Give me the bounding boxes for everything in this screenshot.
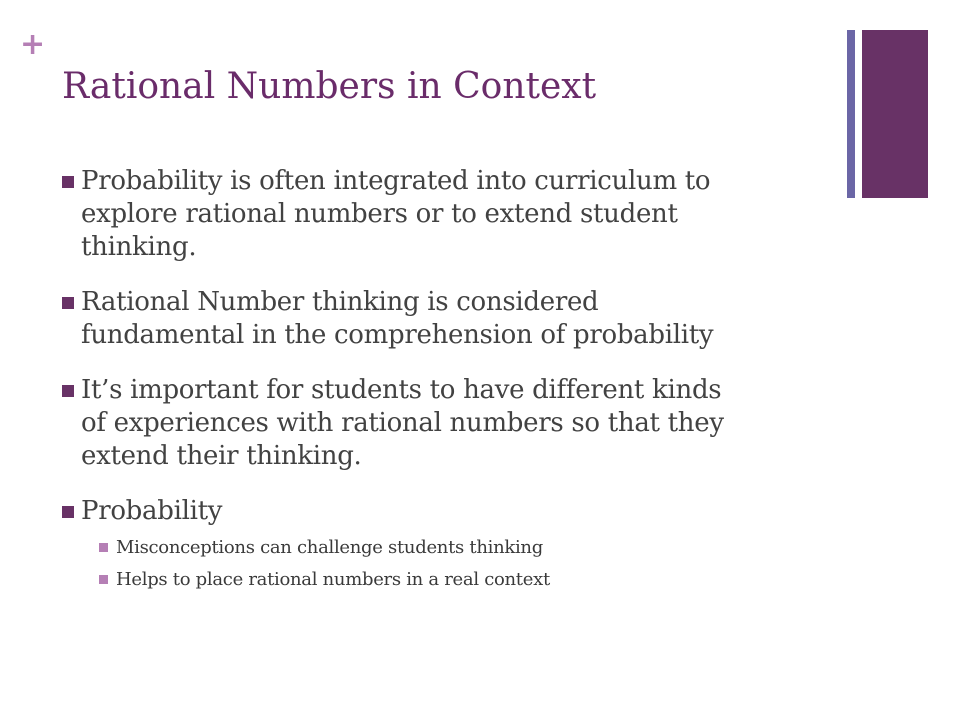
slide-title: Rational Numbers in Context	[62, 66, 597, 107]
sub-bullet-text: Helps to place rational numbers in a real context	[116, 569, 550, 590]
small-square-bullet-icon	[99, 575, 108, 584]
sub-bullet-list	[81, 532, 882, 596]
square-bullet-icon	[62, 506, 74, 518]
sub-bullet-item	[99, 532, 882, 564]
square-bullet-icon	[62, 385, 74, 397]
sub-bullet-text: Misconceptions can challenge students thinking	[116, 537, 543, 558]
bullet-item	[62, 286, 882, 352]
bullet-item	[62, 374, 882, 473]
plus-icon: +	[20, 27, 46, 62]
square-bullet-icon	[62, 297, 74, 309]
bullet-text: Probability	[81, 496, 223, 526]
bullet-text: It’s important for students to have different kinds of experiences with rational numbers so that they extend their thinking.	[81, 375, 724, 471]
small-square-bullet-icon	[99, 543, 108, 552]
bullet-item	[62, 165, 882, 264]
sub-bullet-item	[99, 564, 882, 596]
bullet-item	[62, 495, 882, 596]
bullet-list	[62, 165, 882, 596]
bullet-text: Rational Number thinking is considered fundamental in the comprehension of probability	[81, 287, 714, 350]
bullet-text: Probability is often integrated into curriculum to explore rational numbers or to extend student thinking.	[81, 166, 711, 262]
square-bullet-icon	[62, 176, 74, 188]
